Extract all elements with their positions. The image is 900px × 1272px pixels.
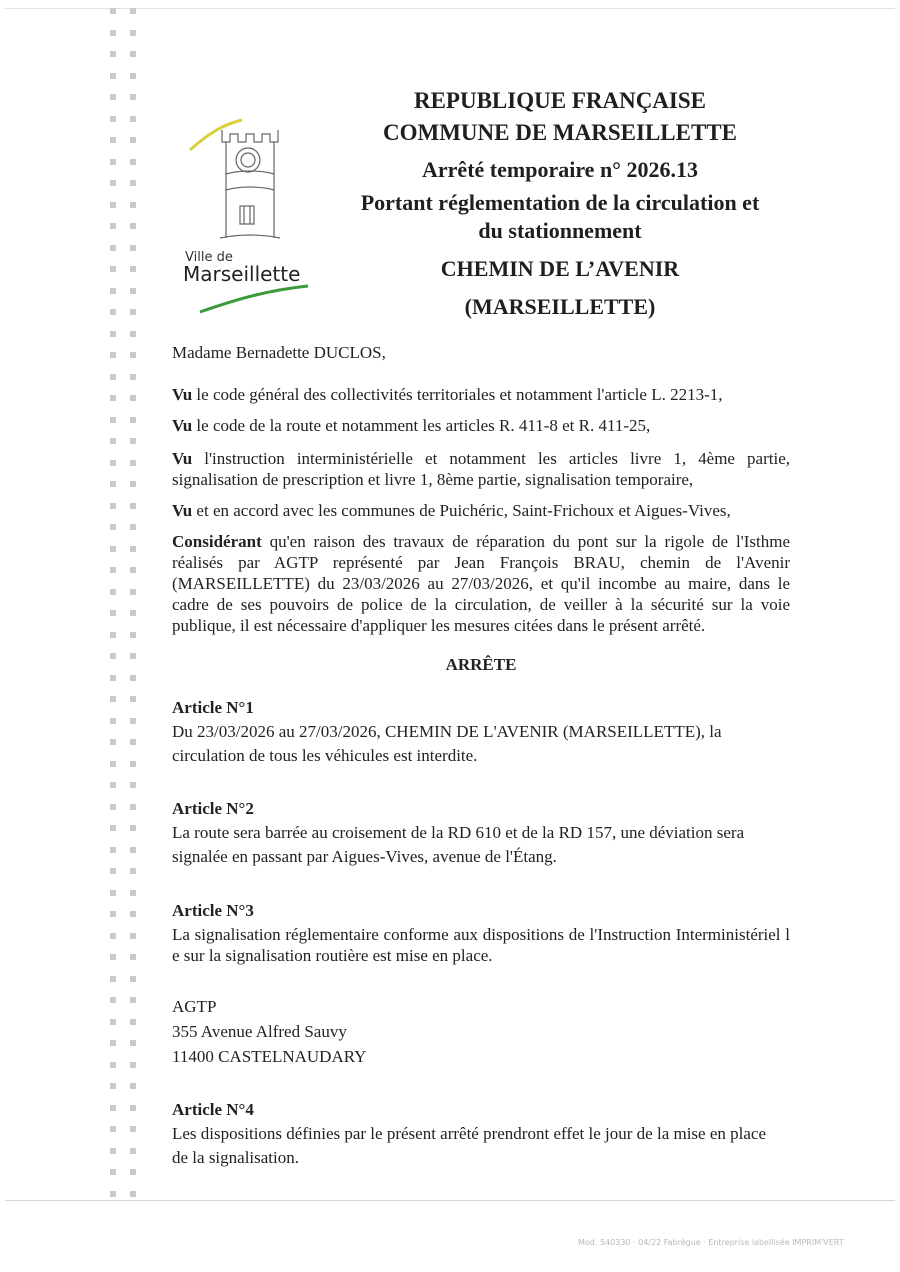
- margin-dot: [130, 825, 136, 831]
- margin-dot: [130, 1105, 136, 1111]
- margin-dot: [130, 1083, 136, 1089]
- margin-dot: [110, 288, 116, 294]
- margin-dot: [130, 1191, 136, 1197]
- margin-dot: [130, 1148, 136, 1154]
- margin-dot: [110, 417, 116, 423]
- margin-dot: [130, 890, 136, 896]
- article-line: de la signalisation.: [172, 1148, 300, 1167]
- margin-dot: [130, 610, 136, 616]
- margin-dot: [130, 223, 136, 229]
- margin-dot: [110, 718, 116, 724]
- header-subject-line-1: Portant réglementation de la circulation et: [360, 190, 760, 215]
- vu-paragraph-2: [172, 415, 790, 436]
- article-line: La route sera barrée au croisement de la RD 610 et de la RD 157, une déviation sera: [172, 823, 745, 842]
- margin-dot: [130, 653, 136, 659]
- margin-dot: [130, 180, 136, 186]
- article-title: Article N°3: [172, 901, 254, 920]
- margin-dot: [110, 438, 116, 444]
- article-line: Les dispositions définies par le présent arrêté prendront effet le jour de la mise en place: [172, 1124, 766, 1143]
- vu-paragraph-1: [172, 384, 790, 405]
- margin-dot: [110, 1148, 116, 1154]
- margin-dot: [110, 223, 116, 229]
- margin-dot: [110, 1062, 116, 1068]
- margin-dot: [110, 567, 116, 573]
- margin-dot: [130, 782, 136, 788]
- margin-dot: [110, 997, 116, 1003]
- article-4: [172, 1099, 790, 1168]
- logo-text-ville-de: Ville de: [185, 250, 233, 265]
- margin-dot: [130, 739, 136, 745]
- margin-dot: [110, 954, 116, 960]
- margin-dot: [130, 1126, 136, 1132]
- margin-dot: [110, 460, 116, 466]
- margin-dot: [110, 782, 116, 788]
- margin-dot: [110, 868, 116, 874]
- address-line: 355 Avenue Alfred Sauvy: [172, 1022, 347, 1041]
- margin-dot: [130, 288, 136, 294]
- margin-dot: [130, 137, 136, 143]
- margin-dot: [110, 1019, 116, 1025]
- article-title: Article N°4: [172, 1100, 254, 1119]
- margin-dot: [110, 245, 116, 251]
- article-line: signalée en passant par Aigues-Vives, avenue de l'Étang.: [172, 847, 557, 866]
- margin-dot: [110, 675, 116, 681]
- margin-dot: [110, 180, 116, 186]
- header-street: CHEMIN DE L’AVENIR: [440, 256, 680, 281]
- margin-dot: [110, 1169, 116, 1175]
- margin-dot: [130, 395, 136, 401]
- margin-dot: [130, 438, 136, 444]
- margin-dot: [110, 1083, 116, 1089]
- margin-dot: [110, 847, 116, 853]
- margin-dot: [130, 567, 136, 573]
- margin-dot: [130, 30, 136, 36]
- margin-dot: [110, 589, 116, 595]
- considerant-paragraph: [172, 531, 790, 636]
- header-subject-line-2: du stationnement: [478, 218, 642, 243]
- margin-dot: [130, 202, 136, 208]
- margin-dot: [110, 1040, 116, 1046]
- margin-dot: [110, 761, 116, 767]
- margin-dot: [130, 1169, 136, 1175]
- margin-dot: [110, 309, 116, 315]
- margin-dot: [130, 417, 136, 423]
- margin-dot: [110, 890, 116, 896]
- margin-dot: [130, 503, 136, 509]
- margin-dot: [130, 524, 136, 530]
- margin-dot: [130, 868, 136, 874]
- header-town: (MARSEILLETTE): [464, 294, 656, 319]
- margin-dot: [110, 30, 116, 36]
- margin-dot: [130, 8, 136, 14]
- margin-dot: [110, 266, 116, 272]
- margin-dot: [110, 1126, 116, 1132]
- margin-dot: [110, 94, 116, 100]
- margin-dot: [110, 911, 116, 917]
- article-1: [172, 697, 790, 766]
- margin-dot: [130, 374, 136, 380]
- margin-dot: [110, 1191, 116, 1197]
- header-republique: REPUBLIQUE FRANÇAISE: [413, 88, 706, 113]
- margin-dot: [110, 116, 116, 122]
- margin-dot: [110, 8, 116, 14]
- margin-dot: [130, 675, 136, 681]
- considerant-text: qu'en raison des travaux de réparation du pont sur la rigole de l'Isthme réalisés par AGTP représenté par Jean François BRAU, chemin de l'Avenir (MARSEILLETTE) du 23/03/2026 au 27/03/2026, et qu'il incombe au maire, dans le cadre de ses pouvoirs de police de la circulation, de veiller à la sécurité sur la voie publique, il est nécessaire d'appliquer les mesures citées dans le présent arrêté.: [172, 532, 790, 635]
- margin-dot: [130, 1062, 136, 1068]
- address-line: 11400 CASTELNAUDARY: [172, 1047, 367, 1066]
- vu-lead: Vu: [172, 416, 193, 435]
- margin-dot: [110, 546, 116, 552]
- margin-dot: [110, 331, 116, 337]
- margin-dot: [130, 352, 136, 358]
- margin-dot: [130, 159, 136, 165]
- margin-dot: [130, 481, 136, 487]
- considerant-lead: Considérant: [172, 532, 262, 551]
- margin-dot: [130, 847, 136, 853]
- margin-dot: [130, 761, 136, 767]
- margin-dot: [110, 653, 116, 659]
- footer-print-mark: Mod. 540330 · 04/22 Fabrègue · Entreprise labellisée IMPRIM'VERT: [578, 1238, 844, 1247]
- vu-text: le code général des collectivités territoriales et notamment l'article L. 2213-1,: [192, 385, 723, 404]
- margin-dot: [130, 331, 136, 337]
- margin-dot: [130, 266, 136, 272]
- city-logo-tower: [180, 112, 310, 317]
- margin-dot: [110, 933, 116, 939]
- margin-dot: [130, 460, 136, 466]
- article-title: Article N°2: [172, 799, 254, 818]
- article-text: La signalisation réglementaire conforme aux dispositions de l'Instruction Interministériel l e sur la signalisation routière est mise en place.: [172, 925, 790, 965]
- margin-dot: [130, 911, 136, 917]
- margin-dot: [130, 804, 136, 810]
- margin-dot: [130, 94, 136, 100]
- margin-dot: [130, 116, 136, 122]
- vu-lead: Vu: [172, 385, 193, 404]
- vu-text: le code de la route et notamment les articles R. 411-8 et R. 411-25,: [192, 416, 651, 435]
- article-line: circulation de tous les véhicules est interdite.: [172, 746, 478, 765]
- margin-dot: [110, 159, 116, 165]
- margin-dot: [110, 395, 116, 401]
- margin-dot: [130, 1040, 136, 1046]
- header-arrete-number: Arrêté temporaire n° 2026.13: [422, 157, 698, 182]
- header-commune: COMMUNE DE MARSEILLETTE: [383, 120, 737, 145]
- margin-dot: [130, 245, 136, 251]
- margin-dot: [130, 632, 136, 638]
- margin-dot: [130, 1019, 136, 1025]
- margin-dot: [110, 1105, 116, 1111]
- margin-dot: [130, 933, 136, 939]
- arrete-title: ARRÊTE: [445, 655, 517, 674]
- margin-dot: [110, 481, 116, 487]
- vu-paragraph-4: [172, 500, 790, 521]
- margin-dot: [110, 632, 116, 638]
- margin-dot: [110, 739, 116, 745]
- page-border-bottom: [5, 1200, 895, 1201]
- salutation: Madame Bernadette DUCLOS,: [172, 343, 386, 362]
- margin-dot: [130, 546, 136, 552]
- margin-dot: [110, 73, 116, 79]
- vu-lead: Vu: [172, 501, 193, 520]
- margin-dot: [110, 696, 116, 702]
- margin-dot: [110, 503, 116, 509]
- margin-dot: [110, 976, 116, 982]
- article-title: Article N°1: [172, 698, 254, 717]
- vu-lead: Vu: [172, 449, 193, 468]
- margin-dot-pattern: [110, 0, 140, 1200]
- margin-dot: [110, 352, 116, 358]
- margin-dot: [110, 137, 116, 143]
- margin-dot: [110, 374, 116, 380]
- header-subject: [330, 189, 790, 245]
- margin-dot: [110, 51, 116, 57]
- margin-dot: [110, 610, 116, 616]
- address-block: [172, 996, 790, 1067]
- article-2: [172, 798, 790, 867]
- address-line: AGTP: [172, 997, 217, 1016]
- margin-dot: [110, 804, 116, 810]
- article-line: Du 23/03/2026 au 27/03/2026, CHEMIN DE L'AVENIR (MARSEILLETTE), la: [172, 722, 722, 741]
- margin-dot: [110, 524, 116, 530]
- margin-dot: [130, 954, 136, 960]
- margin-dot: [130, 589, 136, 595]
- article-3: [172, 900, 790, 966]
- margin-dot: [130, 997, 136, 1003]
- vu-paragraph-3: [172, 448, 790, 490]
- margin-dot: [130, 718, 136, 724]
- vu-text: et en accord avec les communes de Puichéric, Saint-Frichoux et Aigues-Vives,: [192, 501, 731, 520]
- margin-dot: [110, 825, 116, 831]
- margin-dot: [130, 73, 136, 79]
- vu-text: l'instruction interministérielle et notamment les articles livre 1, 4ème partie, signalisation de prescription et livre 1, 8ème partie, signalisation temporaire,: [172, 449, 790, 489]
- logo-text-marseillette: Marseillette: [183, 262, 301, 286]
- margin-dot: [130, 696, 136, 702]
- margin-dot: [110, 202, 116, 208]
- margin-dot: [130, 976, 136, 982]
- margin-dot: [130, 51, 136, 57]
- margin-dot: [130, 309, 136, 315]
